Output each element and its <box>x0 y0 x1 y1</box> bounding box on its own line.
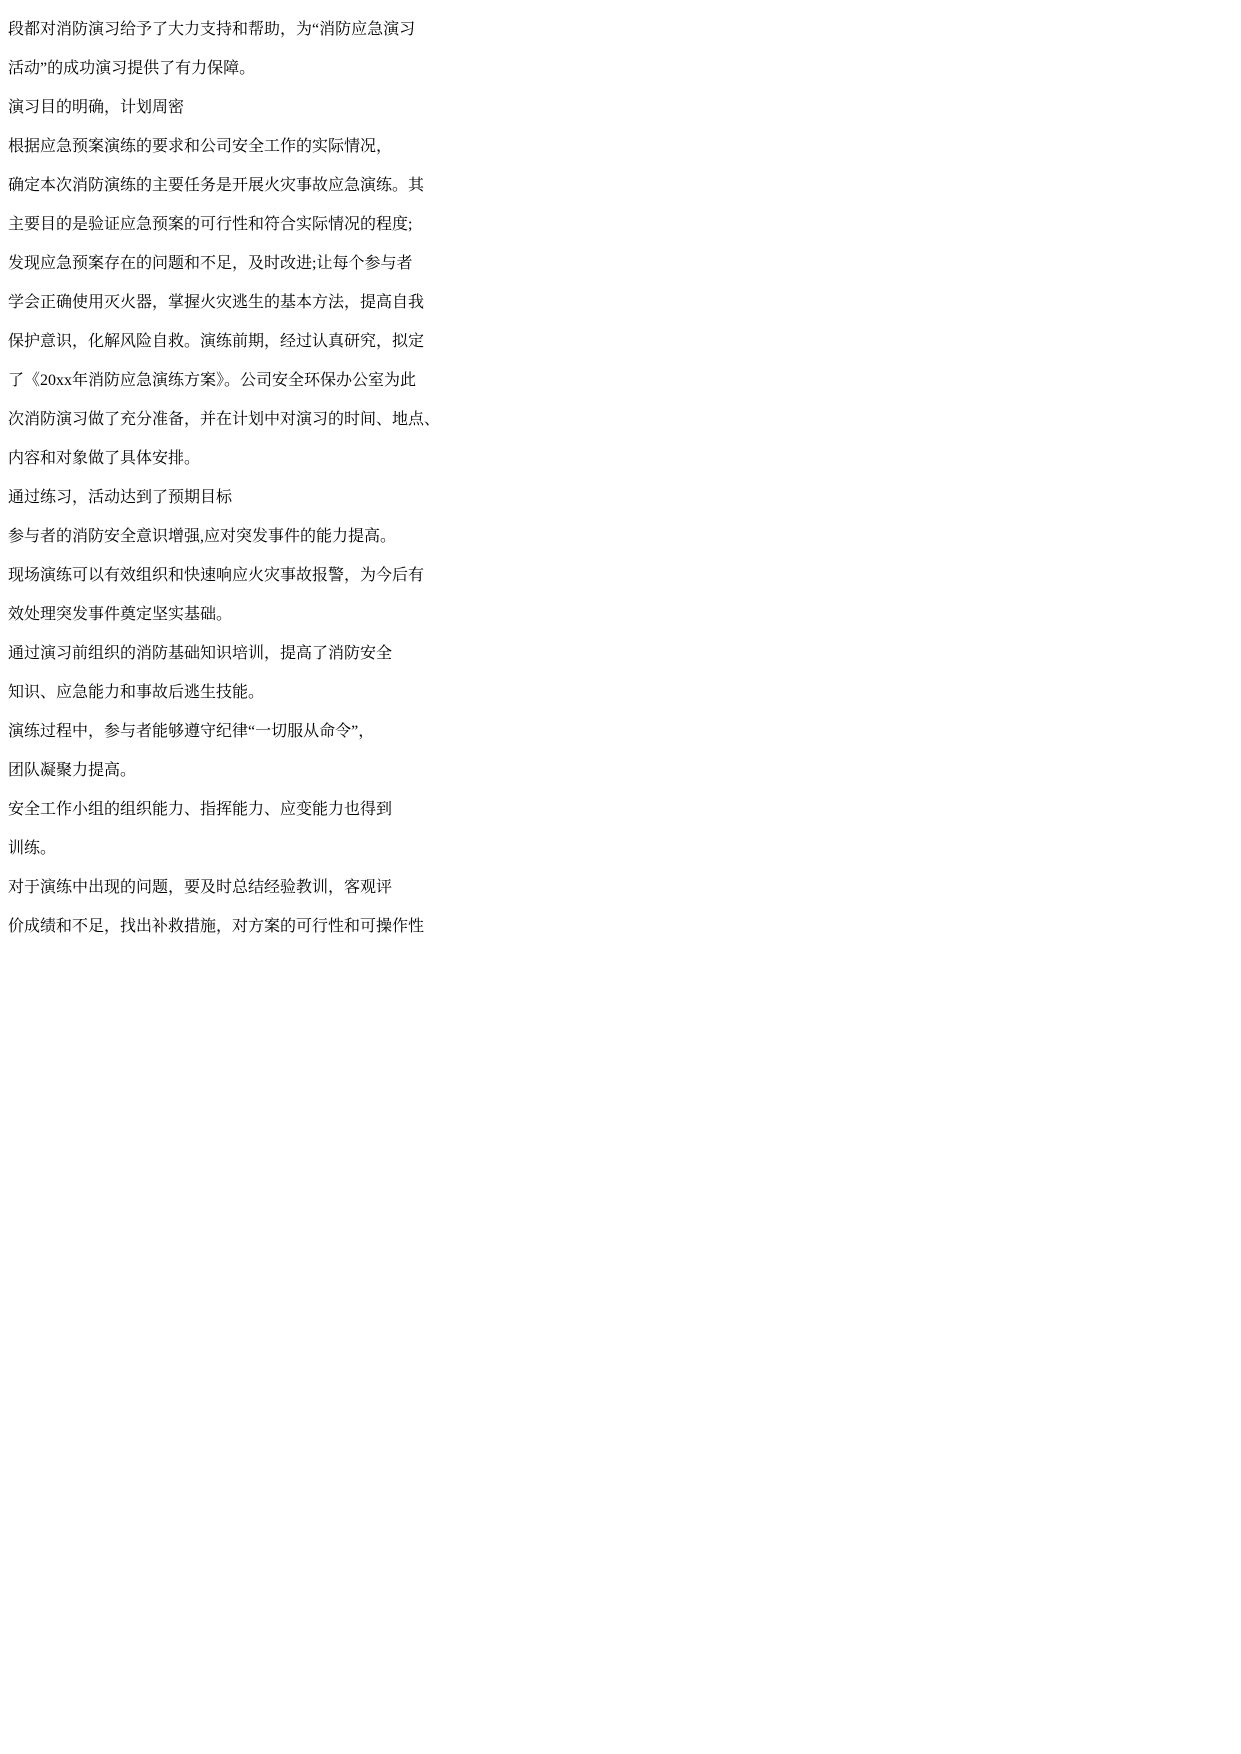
text-line-16: 效处理突发事件奠定坚实基础。 <box>8 606 233 623</box>
text-line-14: 参与者的消防安全意识增强,应对突发事件的能力提高。 <box>8 528 397 545</box>
text-line-4: 根据应急预案演练的要求和公司安全工作的实际情况， <box>8 138 393 155</box>
text-line-12: 内容和对象做了具体安排。 <box>8 450 201 467</box>
text-line-6: 主要目的是验证应急预案的可行性和符合实际情况的程度; <box>8 216 413 233</box>
text-line-5: 确定本次消防演练的主要任务是开展火灾事故应急演练。其 <box>8 177 425 194</box>
text-line-15: 现场演练可以有效组织和快速响应火灾事故报警，为今后有 <box>8 567 425 584</box>
document-page <box>8 16 1233 936</box>
text-line-17: 通过演习前组织的消防基础知识培训，提高了消防安全 <box>8 645 393 662</box>
text-line-8: 学会正确使用灭火器，掌握火灾逃生的基本方法，提高自我 <box>8 294 425 311</box>
text-line-11: 次消防演习做了充分准备，并在计划中对演习的时间、地点、 <box>8 411 441 428</box>
text-line-24: 价成绩和不足，找出补救措施，对方案的可行性和可操作性 <box>8 918 425 935</box>
text-line-3: 演习目的明确，计划周密 <box>8 99 185 116</box>
text-line-9: 保护意识，化解风险自救。演练前期，经过认真研究，拟定 <box>8 333 425 350</box>
text-line-23: 对于演练中出现的问题，要及时总结经验教训，客观评 <box>8 879 393 896</box>
text-line-13: 通过练习，活动达到了预期目标 <box>8 489 233 506</box>
text-line-10: 了《20xx年消防应急演练方案》。公司安全环保办公室为此 <box>8 372 417 389</box>
document-text <box>8 16 1233 936</box>
text-line-2: 活动”的成功演习提供了有力保障。 <box>8 60 256 77</box>
text-line-1: 段都对消防演习给予了大力支持和帮助，为“消防应急演习 <box>8 21 416 38</box>
text-line-20: 团队凝聚力提高。 <box>8 762 137 779</box>
text-line-22: 训练。 <box>8 840 57 857</box>
text-line-19: 演练过程中，参与者能够遵守纪律“一切服从命令”， <box>8 723 375 740</box>
text-line-18: 知识、应急能力和事故后逃生技能。 <box>8 684 265 701</box>
text-line-21: 安全工作小组的组织能力、指挥能力、应变能力也得到 <box>8 801 393 818</box>
text-line-7: 发现应急预案存在的问题和不足，及时改进;让每个参与者 <box>8 255 413 272</box>
